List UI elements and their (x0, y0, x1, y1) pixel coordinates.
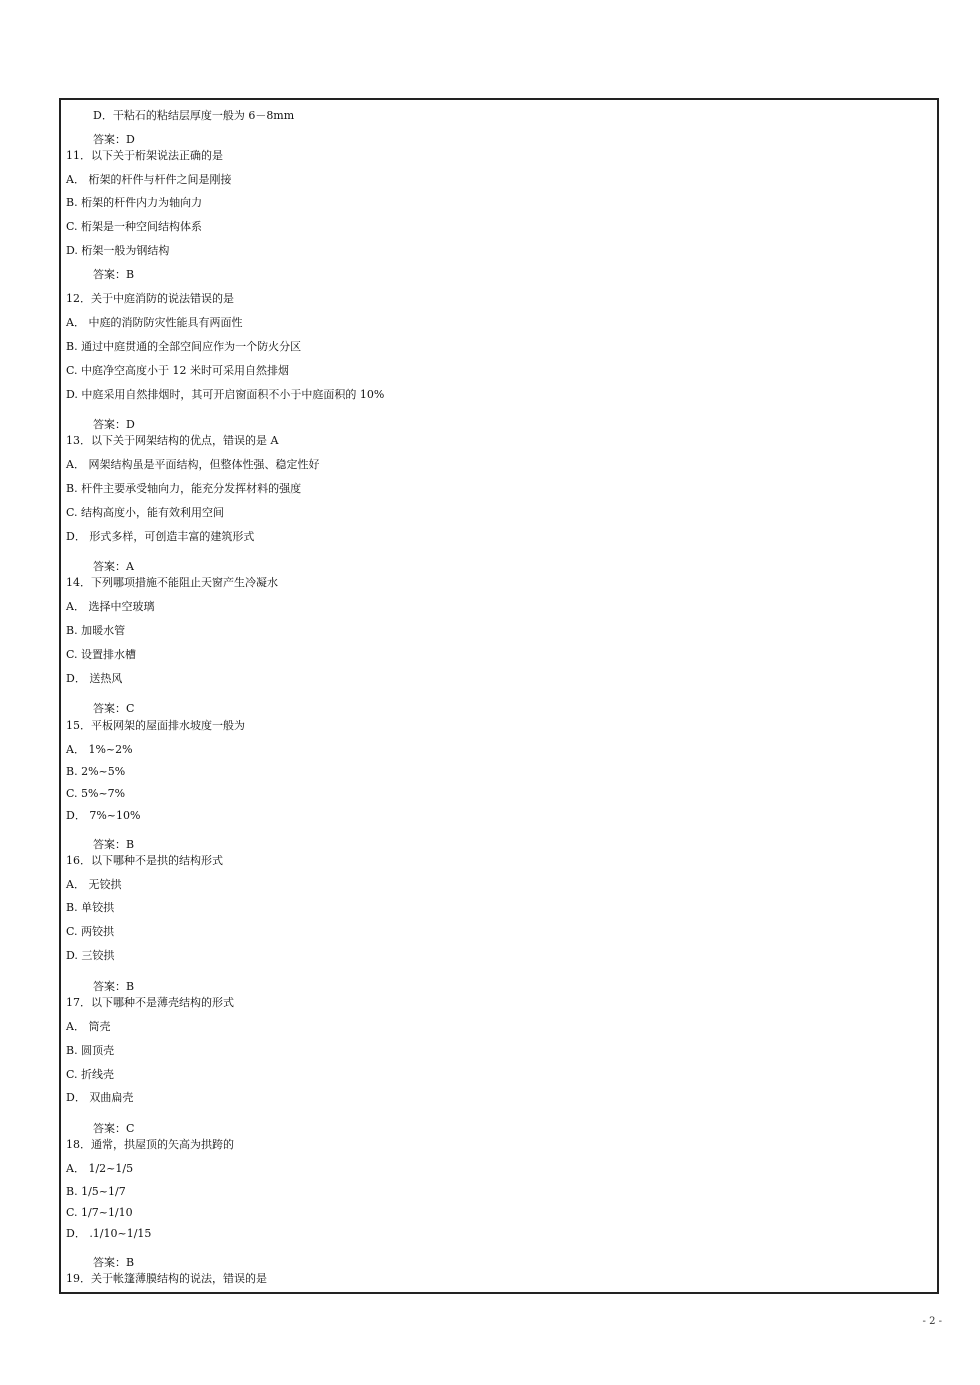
answer-line: 答案：D (93, 418, 135, 431)
option-line: B. 通过中庭贯通的全部空间应作为一个防火分区 (66, 340, 302, 353)
option-line: A． 桁架的杆件与杆件之间是刚接 (66, 173, 232, 186)
option-line: D． 双曲扁壳 (66, 1091, 134, 1104)
option-line: B. 杆件主要承受轴向力，能充分发挥材料的强度 (66, 482, 302, 495)
option-line: B. 2%~5% (66, 765, 126, 778)
option-line: D. 三铰拱 (66, 949, 115, 962)
option-line: D． 形式多样，可创造丰富的建筑形式 (66, 530, 255, 543)
content-frame (59, 98, 939, 1294)
question-line: 13．以下关于网架结构的优点，错误的是 A (66, 434, 279, 447)
option-line: A． 中庭的消防防灾性能具有两面性 (66, 316, 243, 329)
option-line: A． 选择中空玻璃 (66, 600, 155, 613)
option-line: B. 单铰拱 (66, 901, 115, 914)
answer-line: 答案：B (93, 1256, 135, 1269)
answer-line: 答案：C (93, 702, 135, 715)
answer-line: 答案：A (93, 560, 134, 573)
option-line: C. 结构高度小，能有效利用空间 (66, 506, 225, 519)
option-line: C. 桁架是一种空间结构体系 (66, 220, 203, 233)
option-line: D. 桁架一般为钢结构 (66, 244, 170, 257)
question-line: 12．关于中庭消防的说法错误的是 (66, 292, 234, 305)
option-line: B. 圆顶壳 (66, 1044, 115, 1057)
option-line: B. 1/5~1/7 (66, 1185, 126, 1198)
option-line: A． 无铰拱 (66, 878, 122, 891)
answer-line: 答案：B (93, 838, 135, 851)
question-line: 17．以下哪种不是薄壳结构的形式 (66, 996, 234, 1009)
answer-line: 答案：D (93, 133, 135, 146)
option-line: C. 1/7~1/10 (66, 1206, 133, 1219)
option-line: D． 送热风 (66, 672, 123, 685)
page-number: - 2 - (922, 1316, 942, 1327)
question-line: 19．关于帐篷薄膜结构的说法，错误的是 (66, 1272, 267, 1285)
option-line: C. 设置排水槽 (66, 648, 137, 661)
answer-line: 答案：B (93, 980, 135, 993)
question-line: 14．下列哪项措施不能阻止天窗产生冷凝水 (66, 576, 278, 589)
option-line: B. 桁架的杆件内力为轴向力 (66, 196, 203, 209)
option-line: D．干粘石的粘结层厚度一般为 6－8mm (93, 109, 295, 122)
option-line: D． .1/10~1/15 (66, 1227, 152, 1240)
option-line: A． 网架结构虽是平面结构，但整体性强、稳定性好 (66, 458, 320, 471)
answer-line: 答案：B (93, 268, 135, 281)
question-line: 11．以下关于桁架说法正确的是 (66, 149, 223, 162)
answer-line: 答案：C (93, 1122, 135, 1135)
option-line: A． 1/2~1/5 (66, 1162, 134, 1175)
option-line: A． 筒壳 (66, 1020, 111, 1033)
option-line: C. 折线壳 (66, 1068, 115, 1081)
option-line: A． 1%~2% (66, 743, 133, 756)
question-line: 18．通常，拱屋顶的矢高为拱跨的 (66, 1138, 234, 1151)
option-line: D. 中庭采用自然排烟时，其可开启窗面积不小于中庭面积的 10% (66, 388, 385, 401)
option-line: C. 中庭净空高度小于 12 米时可采用自然排烟 (66, 364, 290, 377)
option-line: C. 5%~7% (66, 787, 126, 800)
option-line: C. 两铰拱 (66, 925, 115, 938)
question-line: 16．以下哪种不是拱的结构形式 (66, 854, 223, 867)
option-line: D． 7%~10% (66, 809, 141, 822)
option-line: B. 加暖水管 (66, 624, 126, 637)
question-line: 15．平板网架的屋面排水坡度一般为 (66, 719, 245, 732)
